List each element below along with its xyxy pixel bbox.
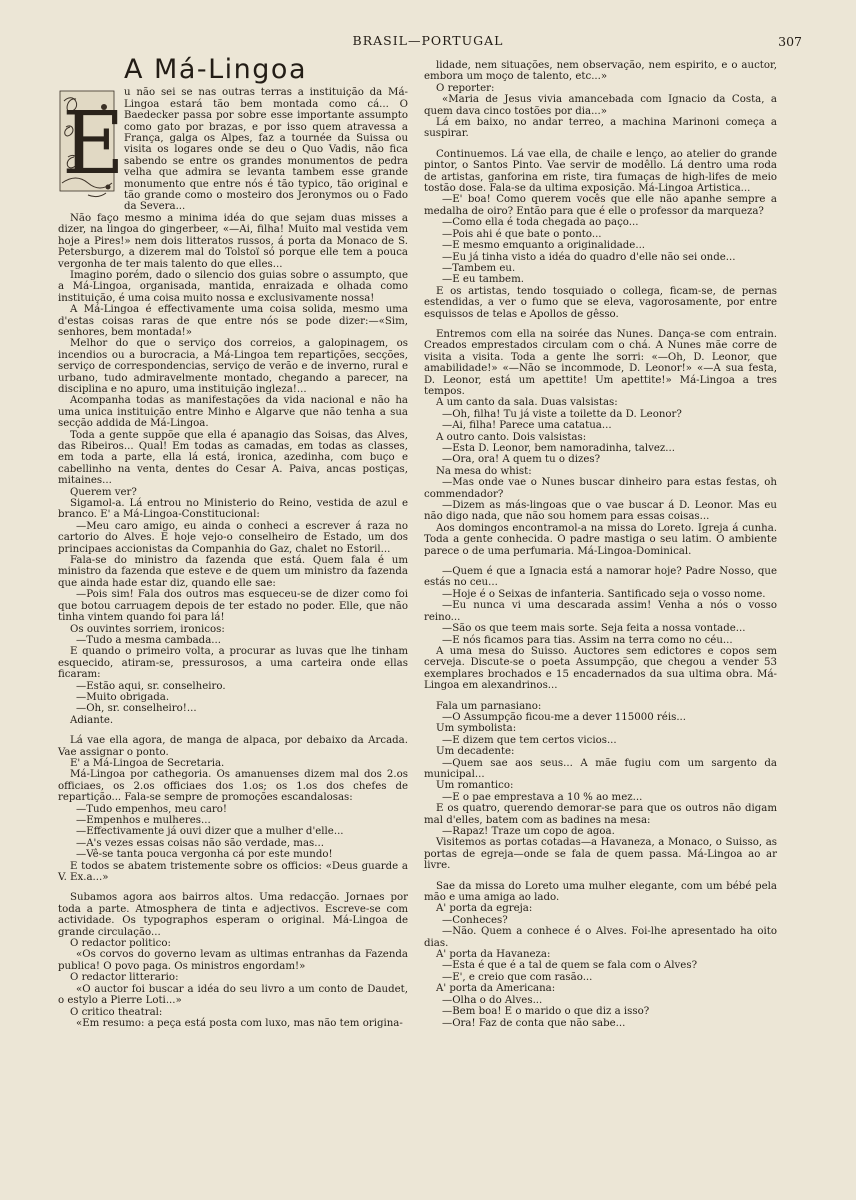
paragraph: —Mas onde vae o Nunes buscar dinheiro para estas festas, oh commendador?: [424, 477, 777, 500]
right-column-text: [424, 60, 777, 1029]
paragraph: —Não. Quem a conhece é o Alves. Foi-lhe apresentado ha oito dias.: [424, 926, 777, 949]
paragraph: A' porta da egreja:: [436, 903, 533, 915]
paragraph: —Esta é que é a tal de quem se fala com o Alves?: [442, 960, 698, 972]
paragraph: Aos domingos encontramol-a na missa do Loreto. Igreja á cunha. Toda a gente conhecida. O padre mastiga o seu latim. O ambiente parece o de uma perfumaria. Má-Lingoa-Dominical.: [424, 522, 777, 557]
paragraph: Sigamol-a. Lá entrou no Ministerio do Reino, vestida de azul e branco. E' a Má-Lingoa-Constitucional:: [58, 498, 408, 521]
paragraph: —São os que teem mais sorte. Seja feita a nossa vontade...: [442, 623, 746, 635]
paragraph: «Em resumo: a peça está posta com luxo, mas não tem origina-: [76, 1017, 403, 1029]
paragraph: Um romantico:: [436, 780, 514, 792]
paragraph: —Rapaz! Traze um copo de agoa.: [442, 826, 615, 837]
paragraph: A uma mesa do Suisso. Auctores sem edictores e copos sem cerveja. Discute-se o poeta Assumpção, que chegou a vender 53 exemplares brochados e 15 encadernados da sua ultima obra. Má-Lingoa em alexandrinos...: [424, 645, 777, 692]
paragraph: Acompanha todas as manifestações da vida nacional e não ha uma unica instituição entre Minho e Algarve que não tenha a sua secção addida de Má-Lingoa.: [58, 395, 408, 430]
paragraph: Fala-se do ministro da fazenda que está. Quem fala é um ministro da fazenda que esteve e de quem um ministro da fazenda que ainda hade estar diz, quando elle sae:: [58, 555, 408, 589]
paragraph: —Ai, filha! Parece uma catatua...: [442, 420, 612, 432]
paragraph: —A's vezes essas coisas não são verdade, mas...: [76, 837, 324, 849]
paragraph: —Oh, filha! Tu já viste a toilette da D. Leonor?: [442, 408, 682, 420]
ornamental-dropcap: [58, 87, 125, 201]
paragraph: O redactor litterario:: [70, 972, 179, 984]
paragraph: —E dizem que tem certos vicios...: [442, 734, 617, 746]
paragraph: Os ouvintes sorriem, ironicos:: [70, 623, 225, 635]
paragraph: —Conheces?: [442, 914, 508, 926]
paragraph: A outro canto. Dois valsistas:: [436, 431, 587, 443]
journal-title: BRASIL—PORTUGAL: [352, 33, 504, 48]
paragraph: Querem ver?: [70, 486, 137, 498]
paragraph: E os quatro, querendo demorar-se para que os outros não digam mal d'elles, batem com as badines na mesa:: [424, 803, 777, 826]
paragraph: —E eu tambem.: [442, 274, 524, 286]
paragraph: —Tudo empenhos, meu caro!: [76, 803, 228, 815]
paragraph: A' porta da Havaneza:: [436, 949, 551, 961]
paragraph: u não sei se nas outras terras a instituição da Má-Lingoa estará tão bem montada como cá... O Baedecker passa por sobre esse importante assumpto como gato por brazas, e por isso quem atravessa a França, galga os Alpes, faz a tournée da Suissa ou visita os logares onde se deu o Quo Vadis, não fica sabendo se entre os grandes monumentos de pedra velha que admira se levanta tambem esse grande monumento que entre nós é tão typico, tão original e tão grande como o mosteiro dos Jeronymos ou o Fado da Severa...: [124, 87, 408, 213]
paragraph: Subamos agora aos bairros altos. Uma redacção. Jornaes por toda a parte. Atmosphera de tinta e adjectivos. Escreve-se com actividade. Os typographos esperam o original. Má-Lingoa de grande circulação...: [58, 892, 408, 938]
paragraph: «Maria de Jesus vivia amancebada com Ignacio da Costa, a quem dava cinco tostões por dia...»: [424, 94, 777, 117]
paragraph: —Ora! Faz de conta que não sabe...: [442, 1017, 626, 1029]
paragraph: —Estão aqui, sr. conselheiro.: [76, 680, 226, 692]
paragraph: —Vê-se tanta pouca vergonha cá por este mundo!: [76, 849, 333, 861]
paragraph: —E o pae emprestava a 10 % ao mez...: [442, 791, 643, 803]
paragraph: Continuemos. Lá vae ella, de chaile e lenço, ao atelier do grande pintor, o Santos Pinto. Vae servir de modêllo. Lá dentro uma roda de artistas, ganforina em riste, tira fumaças de high-lifes de meio tostão dose. Fala-se da ultima exposição. Má-Lingoa Artistica...: [424, 148, 777, 195]
paragraph: A Má-Lingoa é effectivamente uma coisa solida, mesmo uma d'estas coisas raras de que entre nós se pode dizer:—«Sim, senhores, bem montada!»: [58, 304, 408, 338]
paragraph: —Hoje é o Seixas de infanteria. Santificado seja o vosso nome.: [442, 588, 766, 600]
paragraph: E todos se abatem tristemente sobre os officios: «Deus guarde a V. Ex.a...»: [58, 860, 408, 884]
paragraph: E' a Má-Lingoa de Secretaria.: [70, 757, 225, 769]
running-header: [0, 33, 856, 49]
paragraph: «O auctor foi buscar a idéa do seu livro a um conto de Daudet, o estylo a Pierre Loti...»: [58, 983, 408, 1007]
paragraph: —E mesmo emquanto a originalidade...: [442, 240, 646, 252]
paragraph: —Como ella é toda chegada ao paço...: [442, 217, 639, 229]
paragraph: —Muito obrigada.: [76, 691, 170, 703]
paragraph: —E' boa! Como querem vocês que elle não apanhe sempre a medalha de oiro? Então para que é elle o professor da marqueza?: [424, 194, 777, 217]
paragraph: —Olha o do Alves...: [442, 994, 543, 1006]
paragraph: E quando o primeiro volta, a procurar as luvas que lhe tinham esquecido, atiram-se, pressurosos, a uma carteira onde ellas ficaram:: [58, 646, 408, 681]
paragraph: Má-Lingoa por cathegoria. Os amanuenses dizem mal dos 2.os officiaes, os 2.os officiaes dos 1.os; os 1.os dos chefes de repartição... Fala-se sempre de promoções escandalosas:: [58, 769, 408, 804]
paragraph: —E nós ficamos para tias. Assim na terra como no céu...: [442, 634, 733, 646]
paragraph: —Eu já tinha visto a idéa do quadro d'elle não sei onde...: [442, 251, 736, 263]
left-column-text: [58, 87, 408, 1029]
paragraph: —Dizem as más-lingoas que o vae buscar á D. Leonor. Mas eu não digo nada, que não sou homem para essas coisas...: [424, 500, 777, 523]
paragraph: —Quem sae aos seus... A mãe fugiu com um sargento da municipal...: [424, 757, 777, 780]
paragraph: —Pois ahi é que bate o ponto...: [442, 228, 602, 240]
paragraph: —Empenhos e mulheres...: [76, 815, 211, 826]
paragraph: —E', e creio que com rasão...: [442, 971, 593, 983]
paragraph: lidade, nem situações, nem observação, nem espirito, e o auctor, embora um moço de talento, etc...»: [424, 60, 777, 83]
paragraph: Na mesa do whist:: [436, 465, 532, 477]
paragraph: Fala um parnasiano:: [436, 700, 542, 712]
paragraph: —Bem boa! E o marido o que diz a isso?: [442, 1006, 650, 1018]
paragraph: Não faço mesmo a minima idéa do que sejam duas misses a dizer, na lingoa do gingerbeer, «—Ai, filha! Muito mal vestida vem hoje a Pires!» nem dois litteratos russos, á porta da Monaco de S. Petersburgo, a dizerem mal do Tolstoï só porque elle tem a pouca vergonha de ter mais talento do que elles...: [58, 212, 408, 270]
paragraph: Adiante.: [70, 714, 114, 726]
dropcap-letter: E: [62, 94, 125, 195]
paragraph: Um decadente:: [436, 746, 515, 758]
paragraph: A' porta da Americana:: [436, 983, 556, 995]
article-title: A Má-Lingoa: [124, 54, 307, 85]
paragraph: —Pois sim! Fala dos outros mas esqueceu-se de dizer como foi que botou carruagem depois de ter estado no poder. Elle, que não tinha vintem quando foi para lá!: [58, 589, 408, 624]
paragraph: O critico theatral:: [70, 1006, 163, 1018]
paragraph: A um canto da sala. Duas valsistas:: [436, 397, 618, 409]
paragraph: Entremos com ella na soirée das Nunes. Dança-se com entrain. Creados emprestados circulam com o chá. A Nunes mãe corre de visita a visita. Toda a gente lhe sorri: «—Oh, D. Leonor, que amabilidade!» «—Não se incommode, D. Leonor!» «—A sua festa, D. Leonor, está um apettite! Um apettite!» Má-Lingoa a tres tempos.: [424, 328, 777, 397]
paragraph: Lá em baixo, no andar terreo, a machina Marinoni começa a suspirar.: [424, 117, 777, 140]
paragraph: Lá vae ella agora, de manga de alpaca, por debaixo da Arcada. Vae assignar o ponto.: [58, 735, 408, 758]
paragraph: —Effectivamente já ouvi dizer que a mulher d'elle...: [76, 826, 344, 838]
paragraph: O reporter:: [436, 82, 495, 94]
paragraph: —Esta D. Leonor, bem namoradinha, talvez...: [442, 443, 675, 454]
paragraph: —Meu caro amigo, eu ainda o conheci a escrever á raza no cartorio do Alves. E hoje vejo-o conselheiro de Estado, um dos principaes accionistas da Companhia do Gaz, chalet no Estoril...: [58, 520, 408, 555]
left-column: [58, 54, 408, 1029]
paragraph: Um symbolista:: [436, 723, 517, 735]
paragraph: —Oh, sr. conselheiro!...: [76, 703, 197, 715]
paragraph: —Quem é que a Ignacia está a namorar hoje? Padre Nosso, que estás no ceu...: [424, 566, 777, 589]
paragraph: Toda a gente suppõe que ella é apanagio das Soisas, das Alves, das Ribeiros... Qual! Em todas as camadas, em todas as classes, em toda a parte, ella lá está, ironica, azedinha, com buço e cabellinho na venta, dentes do Cesar A. Paiva, ancas postiças, mitaines...: [58, 429, 408, 487]
paragraph: —Eu nunca vi uma descarada assim! Venha a nós o vosso reino...: [424, 600, 777, 623]
paragraph: —O Assumpção ficou-me a dever 115000 réis...: [442, 711, 687, 723]
paragraph: —Tudo a mesma cambada...: [76, 634, 221, 646]
paragraph: Melhor do que o serviço dos correios, a galopinagem, os incendios ou a burocracia, a Má-Lingoa tem repartições, secções, serviço de correspondencias, serviço de verão e de inverno, rural e urbano, tudo admiravelmente montado, chegando a parecer, na disciplina e no apuro, uma instituição ingleza!...: [58, 338, 408, 395]
paragraph: —Ora, ora! A quem tu o dizes?: [442, 454, 601, 466]
paragraph: —Tambem eu.: [442, 262, 516, 274]
paragraph: Sae da missa do Loreto uma mulher elegante, com um bébé pela mão e uma amiga ao lado.: [424, 880, 777, 904]
paragraph: «Os corvos do governo levam as ultimas entranhas da Fazenda publica! O povo paga. Os ministros engordam!»: [58, 949, 408, 972]
right-column: [424, 60, 777, 1029]
paragraph: Imagino porém, dado o silencio dos guias sobre o assumpto, que a Má-Lingoa, organisada, mantida, enraizada e olhada como instituição, é uma coisa muito nossa e exclusivamente nossa!: [58, 269, 408, 304]
paragraph: E os artistas, tendo tosquiado o collega, ficam-se, de pernas estendidas, a ver o fumo que se eleva, vagorosamente, por entre esquissos de telas e Apollos de gêsso.: [424, 285, 777, 320]
paragraph: O redactor politico:: [70, 938, 171, 950]
paragraph: Visitemos as portas cotadas—a Havaneza, a Monaco, o Suisso, as portas de egreja—onde se fala de quem passa. Má-Lingoa ao ar livre.: [424, 837, 777, 872]
page-number: 307: [778, 34, 802, 49]
